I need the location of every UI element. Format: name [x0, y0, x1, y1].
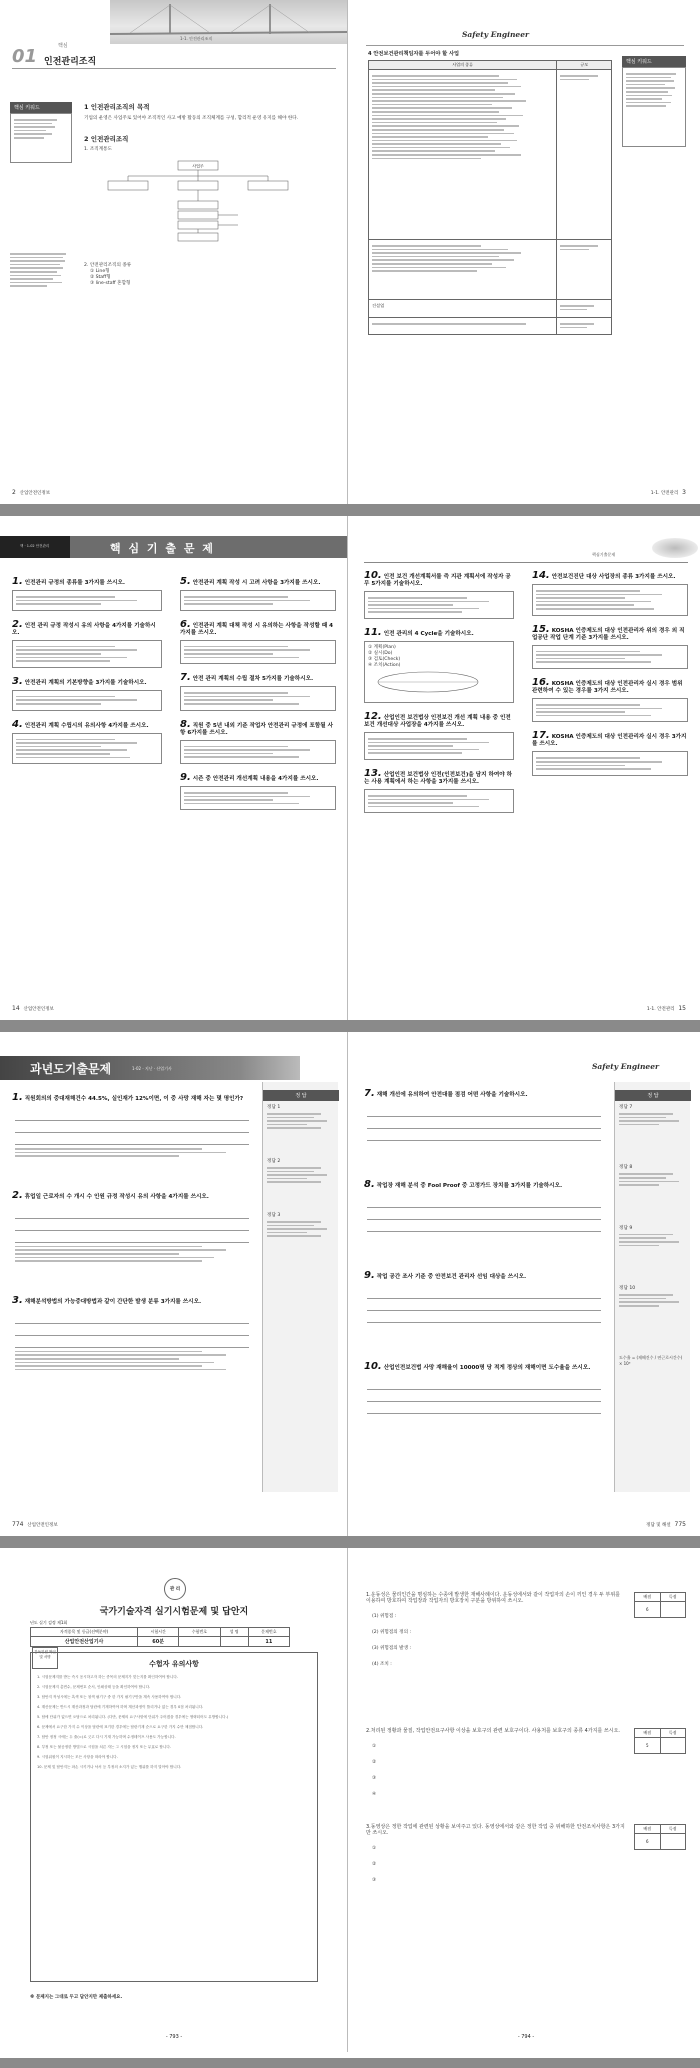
- answer-entry: 정답 1: [267, 1105, 334, 1129]
- question-text: 인전관리 계획 대책 작성 시 유의하는 사항을 작성할 때 4가지를 쓰시오.: [180, 622, 334, 636]
- note-item: 10. 문제 및 답안지는 파손 시키거나 낙서 등 부정의 소지가 있는 행위를 하지 말아야 합니다.: [37, 1765, 182, 1769]
- question-text: 휴업일 근로자의 수 개시 수 인원 규정 작성시 유의 사항을 4가지를 쓰시오.: [24, 1193, 209, 1200]
- exam-question: [366, 1728, 686, 1798]
- answer-box: [364, 789, 514, 813]
- footer-left: 2 산업안전인정보: [12, 489, 51, 496]
- answer-line: [367, 1132, 601, 1141]
- question-number: 9.: [180, 771, 191, 783]
- question-number: 13.: [364, 767, 382, 779]
- question-number: 3.: [12, 1294, 23, 1306]
- answer-entry: 정답 7: [619, 1105, 686, 1125]
- question-item: [364, 767, 514, 813]
- question-item: [364, 1363, 604, 1420]
- answer-option: ④: [372, 1792, 377, 1797]
- answer-entry: 정답 3: [267, 1213, 334, 1237]
- answer-line: [15, 1136, 249, 1145]
- question-item: [180, 718, 336, 764]
- answer-entry: 정답 2: [267, 1159, 334, 1183]
- section-title: 과년도기출문제: [30, 1062, 112, 1076]
- org-chart: [98, 159, 298, 249]
- question-text: 직원회의의 중대재해건수 44.5%, 실인재가 12%이면, 이 중 사망 재해 자는 몇 명인가?: [24, 1096, 244, 1102]
- score-value: 5: [635, 1738, 661, 1754]
- tag: 핵 · 1-02 안전관리: [20, 544, 50, 548]
- answer-line: [367, 1120, 601, 1129]
- question-number: 1.: [12, 576, 23, 587]
- answer-column: [262, 1082, 338, 1492]
- answer-option: ③: [372, 1878, 377, 1883]
- answer-box: [180, 640, 336, 664]
- exam-question: [366, 1592, 686, 1668]
- answer-box: [364, 1375, 604, 1420]
- answer-header: 정 답: [263, 1090, 339, 1101]
- exam-title: 국가기술자격 실기시험문제 및 답안지: [99, 1607, 249, 1617]
- answer-line: [15, 1315, 249, 1324]
- question-text: 인전관리 계획 수립시의 유의사항 4가지를 쓰시오.: [24, 722, 149, 729]
- question-list: [12, 1094, 252, 1405]
- question-number: 4.: [12, 718, 23, 730]
- cycle-step: ① 계획(Plan): [368, 644, 396, 650]
- question-text: 재해분석방법의 가능중대방법과 같이 간단한 발생 분류 3가지를 쓰시오.: [24, 1298, 202, 1305]
- answer-box: [180, 590, 336, 611]
- answer-line: [367, 1302, 601, 1311]
- cycle-step: ④ 조치(Action): [368, 662, 401, 668]
- answer-line: [367, 1393, 601, 1402]
- subsection2: 2. 안전관리조직의 종류: [84, 263, 132, 268]
- question-number: 2.: [12, 618, 23, 630]
- title-bar: [0, 1056, 300, 1080]
- answer-column: [614, 1082, 690, 1492]
- question-number: 10.: [364, 1361, 382, 1372]
- question-item: [364, 626, 514, 703]
- answer-option: (2) 위험점의 정의 :: [372, 1630, 412, 1635]
- page-3: [352, 0, 700, 504]
- year-label: 년도 실기 검정 제1회: [30, 1620, 68, 1625]
- question-item: [532, 623, 688, 669]
- question-item: [180, 674, 336, 710]
- question-number: 8.: [180, 718, 191, 730]
- answer-line: [367, 1314, 601, 1323]
- question-number: 6.: [180, 618, 191, 630]
- question-item: [364, 1090, 604, 1147]
- spread-2: [0, 516, 700, 1026]
- question-number: 2.: [366, 1728, 371, 1734]
- question-item: [364, 1181, 604, 1238]
- answer-box: [532, 751, 688, 775]
- score-value: 6: [635, 1834, 661, 1850]
- footer-left: 774 산업안전인정보: [12, 1521, 58, 1528]
- question-item: [12, 618, 162, 668]
- answer-box: [532, 645, 688, 669]
- note-item: 7. 답안 정정 시에는 두 줄(=)로 긋고 다시 기재 가능하며 수정테이프 사용도 가능합니다.: [37, 1735, 176, 1739]
- question-list: [364, 1090, 604, 1454]
- answer-line: [15, 1234, 249, 1243]
- answer-entry: 정답 10: [619, 1286, 686, 1306]
- question-number: 11.: [364, 626, 382, 638]
- answer-box: [532, 698, 688, 722]
- answer-line: [367, 1211, 601, 1220]
- question-number: 10.: [364, 570, 382, 581]
- question-text: 인전 관리의 4 Cycle을 기술하시오.: [383, 630, 474, 637]
- spread-3: [0, 1032, 700, 1542]
- question-number: 7.: [180, 672, 191, 684]
- question-text: KOSHA 인증제도의 대상 인전관리자 실시 경우 3가지를 쓰시오.: [532, 734, 687, 748]
- question-number: 3.: [12, 675, 23, 687]
- question-item: [12, 578, 162, 611]
- question-number: 2.: [12, 1189, 23, 1201]
- question-item: [364, 572, 514, 619]
- section-subtitle: 1-02 · 지난 · 산업기사: [132, 1066, 172, 1071]
- answer-header: 정 답: [615, 1090, 691, 1101]
- answer-option: ①: [372, 1846, 377, 1851]
- note-item: 8. 부정 또는 불공정한 방법으로 시험을 치른 자는 그 시험을 정지 또는 무효로 합니다.: [37, 1745, 171, 1749]
- question-text: 산업인전 보건법상 인전보건 개선 계획 내용 중 인전보건 개선대상 사업장을 4가지를 쓰시오.: [364, 714, 511, 728]
- question-text: 산업인전보건법 사망 재해율이 10000명 당 적게 정상의 재해이면 도수율을 쓰시오.: [383, 1365, 591, 1371]
- answer-box: [364, 591, 514, 619]
- page-774: [0, 1032, 348, 1536]
- answer-box: [532, 584, 688, 616]
- answer-line: [367, 1199, 601, 1208]
- question-text: 인전 보건 개선계획서를 즉 지관 계획서에 작성자 공무 5가지를 기술하시오.: [364, 574, 511, 587]
- answer-line: [367, 1223, 601, 1232]
- answer-option: ③: [372, 1776, 377, 1781]
- answer-line: [367, 1290, 601, 1299]
- th-type: 사업의 종류: [369, 61, 557, 69]
- note-item: 1. 시험문제지를 받는 즉시 응시하고자 하는 종목의 문제지가 맞는지를 확인하여야 합니다.: [37, 1675, 178, 1679]
- header-tab: 핵심: [58, 43, 68, 49]
- notes-title: 수험자 유의사항: [149, 1660, 199, 1668]
- question-text: 작업 공간 조사 기준 중 안전보건 관리자 선임 대상을 쓰시오.: [376, 1274, 527, 1280]
- question-item: [364, 710, 514, 760]
- management-badge: 관 리: [164, 1578, 186, 1600]
- type-3: ③ line-staff 혼합형: [90, 281, 131, 286]
- org-top-label: 사업주: [192, 163, 204, 169]
- page-775: [352, 1032, 700, 1536]
- th-size: 규모: [580, 62, 589, 67]
- answer-option: (4) 조치 :: [372, 1662, 392, 1667]
- cycle-step: ③ 검토(Check): [368, 656, 401, 662]
- question-column-3: [364, 572, 514, 823]
- page-number: - 793 -: [165, 2034, 183, 2040]
- answer-box: [364, 1284, 604, 1329]
- question-item: [180, 618, 336, 664]
- question-item: [532, 732, 688, 775]
- left-sidebar: 핵심 키워드: [10, 94, 72, 289]
- answer-line: [15, 1327, 249, 1336]
- question-text: 동영상은 정한 작업에 관련된 상황을 보여주고 있다. 동영상에서와 같은 정한 작업 중 위해하한 안전조치사항은 3가지만 쓰시오.: [366, 1824, 625, 1836]
- answer-box: [364, 1102, 604, 1147]
- question-text: KOSHA 인증제도의 대상 인전관리자 실시 경우 범위 관련하여 수 있는 경우를 3가지 쓰시오.: [532, 680, 683, 694]
- question-text: 안전보건진단 대상 사업장의 종류 3가지를 쓰시오.: [551, 574, 676, 580]
- note-item: 3. 답안지 작성시에는 흑색 또는 청색 필기구 중 한 가지 필기구만을 계속 사용하여야 합니다.: [37, 1695, 182, 1699]
- business-table: [368, 60, 612, 335]
- exam-question: [366, 1824, 686, 1884]
- section-title: 핵 심 기 출 문 제: [110, 542, 215, 555]
- score-table: 배점 득점 5: [634, 1728, 686, 1754]
- question-text: 인전관리 규정의 종류를 3가지를 쓰시오.: [24, 580, 126, 586]
- brand-logo: Safety Engineer: [462, 30, 529, 39]
- answer-option: (1) 위험점 :: [372, 1614, 397, 1619]
- question-text: 직원 중 5년 내외 기준 작업자 안전관리 규정에 포함될 사항 6가지를 쓰시오.: [180, 722, 334, 736]
- question-column-4: [532, 572, 688, 786]
- question-item: [364, 1272, 604, 1329]
- answer-box: [12, 1106, 252, 1162]
- answer-box: [364, 1193, 604, 1238]
- answer-option: (3) 위험점의 발생 :: [372, 1646, 412, 1651]
- question-item: [180, 771, 336, 810]
- question-text: 안전관리 계획의 기본방향을 3가지를 기술하시오.: [24, 679, 147, 686]
- answer-line: [15, 1124, 249, 1133]
- answer-option: ①: [372, 1744, 377, 1749]
- question-column-2: [180, 578, 336, 820]
- question-text: 운동성은 물리인간을 명심하는 수종에 발생한 재해사례이다. 운동성에서와 같이 작업자의 손이 끼인 경우 두 부위를 이용하여 방호하여 작업장과 작업자의 방호장치 구분을 방위하여 쓰시오.: [366, 1592, 621, 1604]
- header-small: 1-1. 안전관리조직: [180, 36, 213, 41]
- bottom-note: ※ 문제지는 그대로 두고 답안지만 제출하세요.: [30, 1995, 123, 2000]
- question-number: 8.: [364, 1179, 375, 1190]
- exam-info-table: 년도 실기 검정 제1회 자격종목 및 등급(선택분야) 시험시간 수험번호 성 명 문제번호 산업안전산업기사 60분 11 감독위원 확인 및 서명: [30, 1620, 320, 1669]
- question-column-1: [12, 578, 162, 774]
- answer-box: [364, 732, 514, 760]
- main-content: [84, 102, 336, 287]
- question-text: 작업장 재해 분석 중 Fool Proof 중 고정가드 장치를 3가지를 기술하시오.: [376, 1183, 563, 1189]
- question-text: 시즌 중 안전관리 개선계획 내용을 4가지를 쓰시오.: [192, 775, 319, 782]
- answer-box: [12, 1309, 252, 1376]
- answer-box: [12, 640, 162, 668]
- question-text: 안전 관리 계획의 수립 절차 5가지를 기술하시오.: [192, 676, 314, 683]
- question-number: 17.: [532, 730, 550, 742]
- answer-line: [15, 1222, 249, 1231]
- footer-right: 1-1. 안전관리 3: [650, 489, 686, 496]
- question-text: 산업인전 보건법상 인전(인전보건)을 담지 하여야 하는 사용 계획에서 하는 사항을 3가지를 쓰시오.: [364, 771, 513, 785]
- question-number: 15.: [532, 623, 550, 635]
- answer-box: [180, 786, 336, 810]
- table-section: [368, 50, 612, 335]
- answer-option: ②: [372, 1760, 377, 1765]
- spread-4: [0, 1548, 700, 2058]
- note-item: 5. 답에 단위가 없으면 오답으로 처리됩니다. (다만, 문제의 요구사항에 단위가 주어졌을 경우에는 생략되어도 무방합니다.): [37, 1715, 229, 1719]
- formula: 도수율 = (재해건수 / 연근로시간수) × 10⁶: [619, 1354, 683, 1366]
- page-794: [352, 1548, 700, 2052]
- score-table: 배점 득점 6: [634, 1592, 686, 1618]
- header-small: 핵심기출문제: [592, 552, 616, 557]
- page-793: [0, 1548, 348, 2052]
- answer-box: [180, 740, 336, 764]
- right-sidebar: 핵심 키워드: [622, 48, 686, 147]
- answer-box: [12, 733, 162, 765]
- question-number: 3.: [366, 1824, 371, 1830]
- question-text: 재해 개선에 유의하여 안전대를 점검 어떤 사항을 기술하시오.: [376, 1092, 528, 1098]
- chapter-title: 인전관리조직: [44, 57, 97, 67]
- question-item: [532, 572, 688, 616]
- answer-line: [15, 1112, 249, 1121]
- answer-entry: 정답 8: [619, 1165, 686, 1185]
- note-item: 2. 시험문제지 총면수, 문제번호 순서, 인쇄상태 등을 확인하여야 합니다.: [37, 1685, 151, 1689]
- question-text: 처리된 정황과 물질, 작업안전요구사항 이상을 보호구의 관련 보호구이다. 사용처를 보호구의 종류 4가지를 쓰시오.: [370, 1728, 620, 1734]
- pdca-cycle-icon: [368, 669, 488, 695]
- question-item: [12, 718, 162, 765]
- question-number: 5.: [180, 576, 191, 587]
- question-number: 1.: [12, 1092, 23, 1103]
- section2-title: 2 인전관리조직: [84, 135, 129, 143]
- section1-body: 기업의 운영은 사업주로 있어야 조직적인 사고 예방 활동의 조직체계를 구성, 합리적 운영 유지를 해야 한다.: [84, 116, 299, 121]
- answer-line: [15, 1210, 249, 1219]
- header-ornament: [652, 538, 698, 558]
- question-number: 12.: [364, 710, 382, 722]
- supervisor-box: 감독위원 확인 및 서명: [32, 1647, 58, 1669]
- question-list: [366, 1592, 686, 1910]
- page-14: [0, 516, 348, 1020]
- page-2: [0, 0, 348, 504]
- question-item: [12, 1294, 252, 1376]
- question-item: [12, 1094, 252, 1162]
- question-item: [12, 675, 162, 711]
- score-table: 배점 득점 6: [634, 1824, 686, 1850]
- score-value: 6: [635, 1602, 661, 1618]
- spread-1: [0, 0, 700, 510]
- answer-option: ②: [372, 1862, 377, 1867]
- question-text: 안전관리 계획 작성 시 고려 사항을 3가지를 쓰시오.: [192, 580, 321, 586]
- section1-title: 1 인전관리조직의 목적: [84, 103, 150, 111]
- type-1: ① Line형: [90, 269, 110, 274]
- footer-right: 정답 및 해설 775: [646, 1521, 686, 1528]
- header-photo: [110, 0, 348, 44]
- note-item: 6. 문제에서 요구한 가지 수 이상을 답란에 표기한 경우에는 답란기재 순으로 요구한 가지 수만 채점합니다.: [37, 1725, 204, 1729]
- question-item: [532, 676, 688, 722]
- answer-entry: 정답 9: [619, 1226, 686, 1246]
- chapter-number: 01: [12, 46, 38, 67]
- question-text: KOSHA 인증제도의 대상 인전관리자 위의 경우 외 직업공단 작업 단계 기준 3가지를 쓰시오.: [532, 627, 685, 641]
- answer-box: [12, 690, 162, 711]
- note-item: 4. 계산문제는 반드시 계산과정과 답란에 기재하여야 하며 계산과정이 틀리거나 없는 경우 0점 처리됩니다.: [37, 1705, 204, 1709]
- footer-right: 1-1. 안전관리 15: [646, 1005, 686, 1012]
- answer-line: [367, 1381, 601, 1390]
- question-number: 14.: [532, 570, 550, 581]
- question-item: [12, 1189, 252, 1267]
- bridge-photo-icon: [110, 0, 348, 44]
- question-text: 인전 관리 규정 작성시 유의 사항을 4가지를 기술하시오.: [12, 622, 156, 636]
- answer-line: [15, 1339, 249, 1348]
- question-number: 1.: [366, 1592, 371, 1598]
- question-number: 9.: [364, 1270, 375, 1281]
- cycle-diagram: [368, 669, 510, 699]
- page-number: - 794 -: [517, 2034, 535, 2040]
- brand-logo: Safety Engineer: [592, 1062, 659, 1071]
- page-15: [352, 516, 700, 1020]
- question-item: [180, 578, 336, 611]
- title-bar: [0, 536, 348, 558]
- answer-box: [12, 590, 162, 611]
- answer-box: [180, 686, 336, 710]
- question-number: 16.: [532, 676, 550, 688]
- type-2: ② Staff형: [90, 275, 111, 280]
- notes-box: [30, 1652, 318, 1982]
- answer-line: [367, 1405, 601, 1414]
- footer-left: 14 산업안전인정보: [12, 1005, 54, 1012]
- cycle-step: ② 실시(Do): [368, 650, 393, 656]
- question-number: 7.: [364, 1088, 375, 1099]
- answer-box: [12, 1204, 252, 1267]
- subsection1: 1. 조직계통도: [84, 147, 113, 152]
- note-item: 9. 시험위원이 지시하는 모든 사항을 따라야 합니다.: [37, 1755, 118, 1759]
- answer-line: [367, 1108, 601, 1117]
- section-title: 4 안전보건관리책임자를 두어야 할 사업: [368, 51, 460, 57]
- group3-label: 건설업: [369, 300, 557, 317]
- answer-box: [364, 641, 514, 703]
